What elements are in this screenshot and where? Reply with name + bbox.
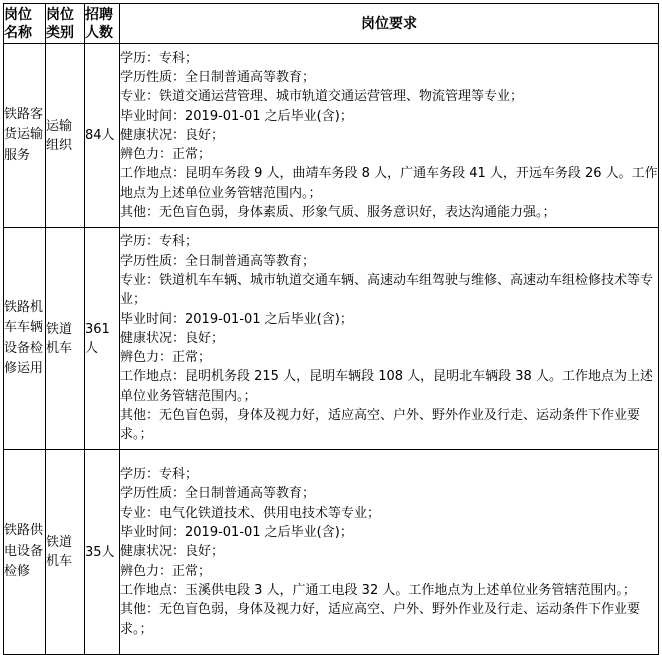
table-header-row: [4, 4, 659, 44]
table-row: [4, 450, 659, 655]
requirement-line: 学历性质：全日制普通高等教育；: [120, 253, 316, 269]
table-row: [4, 228, 659, 450]
requirements-cell: [120, 450, 659, 655]
position-category: 铁道机车: [46, 450, 85, 655]
requirement-line: 专业：电气化铁道技术、供用电技术等专业；: [120, 505, 381, 521]
requirement-line: 其他：无色盲色弱，身体及视力好，适应高空、户外、野外作业及行走、运动条件下作业要求。；: [120, 602, 641, 637]
job-requirements-table: [3, 3, 659, 655]
hiring-count: 84人: [85, 44, 120, 228]
header-hiring-count: 招聘人数: [85, 4, 120, 44]
requirement-line: 学历性质：全日制普通高等教育；: [120, 486, 316, 502]
requirements-cell: [120, 228, 659, 450]
requirement-line: 专业：铁道交通运营管理、城市轨道交通运营管理、物流管理等专业；: [120, 89, 524, 105]
position-name: 铁路机车车辆设备检修运用: [4, 228, 46, 450]
requirement-line: 其他：无色盲色弱，身体及视力好，适应高空、户外、野外作业及行走、运动条件下作业要求。；: [120, 408, 641, 443]
position-name: 铁路供电设备检修: [4, 450, 46, 655]
requirement-line: 毕业时间：2019-01-01 之后毕业(含)；: [120, 525, 353, 541]
header-position-name: 岗位名称: [4, 4, 46, 44]
table-row: [4, 44, 659, 228]
requirement-line: 辨色力：正常；: [120, 350, 212, 366]
header-requirements: 岗位要求: [120, 4, 659, 44]
requirement-line: 辨色力：正常；: [120, 563, 212, 579]
requirement-line: 专业：铁道机车车辆、城市轨道交通车辆、高速动车组驾驶与维修、高速动车组检修技术等专业；: [120, 272, 654, 308]
requirements-cell: [120, 44, 659, 228]
position-category: 运输组织: [46, 44, 85, 228]
requirement-line: 学历性质：全日制普通高等教育；: [120, 69, 316, 85]
hiring-count: 35人: [85, 450, 120, 655]
requirement-line: 健康状况：良好；: [120, 127, 225, 143]
requirement-line: 工作地点：玉溪供电段 3 人，广通工电段 32 人。工作地点为上述单位业务管辖范围内。；: [120, 582, 636, 598]
requirement-line: 工作地点：昆明机务段 215 人，昆明车辆段 108 人，昆明北车辆段 38 人。工作地点为上述单位业务管辖范围内。；: [120, 369, 653, 404]
requirement-line: 健康状况：良好；: [120, 330, 225, 346]
hiring-count: 361人: [85, 228, 120, 450]
requirement-line: 学历：专科；: [120, 467, 199, 483]
requirement-line: 毕业时间：2019-01-01 之后毕业(含)；: [120, 311, 353, 327]
requirement-line: 辨色力：正常；: [120, 147, 212, 163]
header-position-category: 岗位类别: [46, 4, 85, 44]
requirement-line: 工作地点：昆明车务段 9 人，曲靖车务段 8 人，广通车务段 41 人，开远车务段 26 人。工作地点为上述单位业务管辖范围内。；: [120, 166, 658, 201]
requirement-line: 毕业时间：2019-01-01 之后毕业(含)；: [120, 108, 353, 124]
requirement-line: 学历：专科；: [120, 50, 199, 66]
requirement-line: 健康状况：良好；: [120, 544, 225, 560]
requirement-line: 学历：专科；: [120, 234, 199, 250]
position-name: 铁路客货运输服务: [4, 44, 46, 228]
position-category: 铁道机车: [46, 228, 85, 450]
requirement-line: 其他：无色盲色弱，身体素质、形象气质、服务意识好，表达沟通能力强。；: [120, 205, 556, 221]
